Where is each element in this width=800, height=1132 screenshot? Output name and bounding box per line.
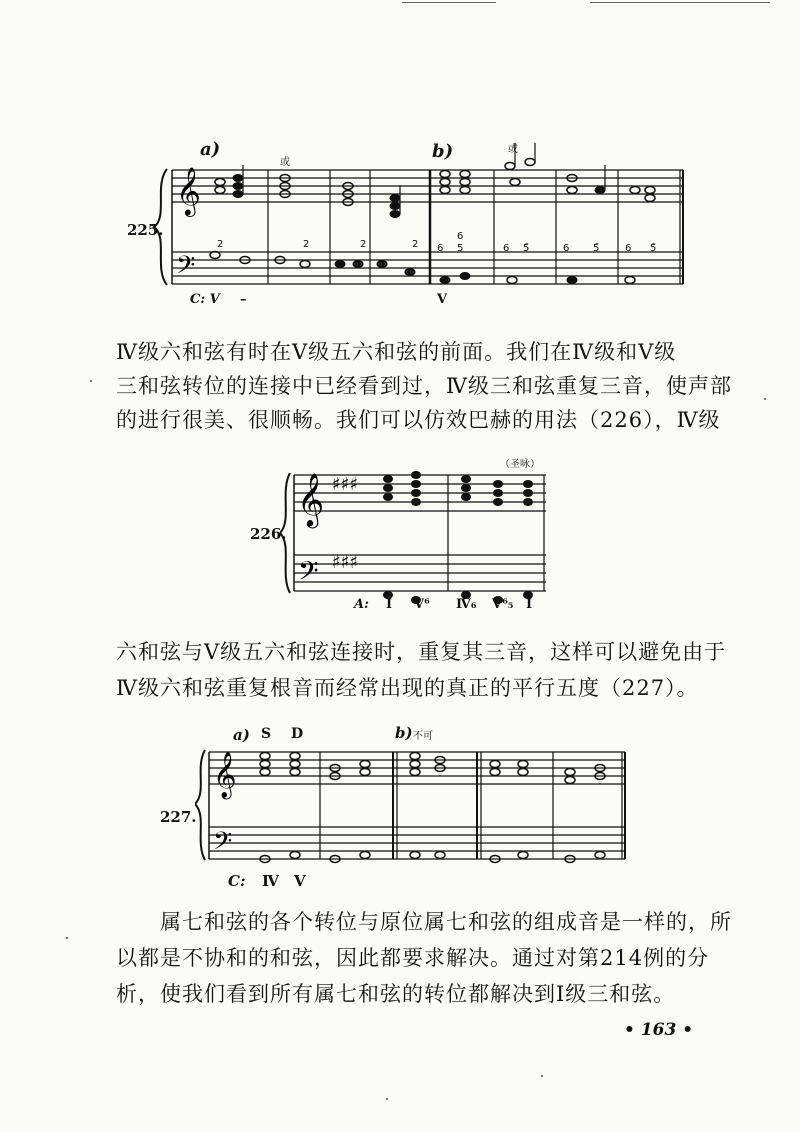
ex227-label-s: S [261,726,272,742]
scan-speck [764,398,766,400]
ex225-or-1: 或 [280,157,290,168]
ex225-figure: 2 [360,239,367,250]
ex227-number: 227. [160,808,197,826]
svg-text:𝄞: 𝄞 [176,166,201,215]
top-rule-right [590,2,770,3]
ex227-roman-iv: Ⅳ [262,872,280,890]
paragraph-1-line-3: 的进行很美、很顺畅。我们可以仿效巴赫的用法（226），Ⅳ级 [116,408,721,432]
ex227-key: C: [228,872,246,890]
svg-text:♯♯♯: ♯♯♯ [332,474,359,495]
top-rule-left [402,2,496,3]
svg-text:♯♯♯: ♯♯♯ [332,552,359,573]
paragraph-2-line-1: 六和弦与Ⅴ级五六和弦连接时，重复其三音，这样可以避免由于 [116,640,727,664]
scan-speck [541,1075,543,1077]
ex225-key: C: V [190,292,220,307]
paragraph-3-line-3: 析，使我们看到所有属七和弦的转位都解决到Ⅰ级三和弦。 [116,982,676,1006]
ex225-figure: 6 [625,243,632,254]
ex226-roman: V⁶ [414,597,430,612]
svg-text:𝄞: 𝄞 [297,472,325,526]
ex225-figure: 5̄ [650,243,657,254]
ex225-figure: 2 [303,239,310,250]
ex227-label-d: D [291,726,304,742]
ex225-figure: 6 [563,243,570,254]
ex227-roman-v: V [294,872,306,890]
ex225-number: 225. [127,221,164,239]
ex226-roman: V⁶₅ [492,597,514,612]
page-number: • 163 • [624,1020,694,1040]
example-227 [195,722,635,872]
ex226-roman: I [386,597,393,612]
paragraph-3-line-1: 属七和弦的各个转位与原位属七和弦的组成音是一样的，所 [160,910,732,934]
paragraph-1-line-1: Ⅳ级六和弦有时在Ⅴ级五六和弦的前面。我们在Ⅳ级和Ⅴ级 [116,340,677,364]
example-226 [280,455,560,615]
ex226-number: 226. [250,525,287,543]
example-227-score [195,722,635,872]
scan-speck [90,380,92,382]
ex226-roman: Ⅳ₆ [456,597,477,612]
ex225-figure: 6 [437,243,444,254]
ex225-figure: 6 [457,231,464,242]
example-225-score [120,135,700,315]
ex226-annotation: （圣咏） [500,459,540,470]
scan-speck [66,937,68,939]
ex225-figure: 6 [503,243,510,254]
ex227-label-b: b) [395,724,413,742]
scan-speck [386,1098,388,1100]
paragraph-1-line-2: 三和弦转位的连接中已经看到过，Ⅳ级三和弦重复三音，使声部 [116,374,732,398]
ex225-figure: 5̄ [593,243,600,254]
example-226-score [280,455,560,615]
ex226-key: A: [354,597,369,612]
ex225-figure: 5̄ [523,243,530,254]
svg-text:𝄞: 𝄞 [213,752,237,798]
ex225-figure: 2 [217,239,224,250]
ex226-roman: I [526,597,533,612]
svg-text:𝄢: 𝄢 [213,827,233,862]
ex227-not-allowed: 不可 [413,731,433,742]
svg-text:𝄢: 𝄢 [298,555,319,593]
ex225-or-2: 或 [508,144,518,155]
ex225-figure: 2 [412,239,419,250]
example-225 [120,135,700,315]
ex225-label-a: a) [200,139,221,160]
svg-text:𝄢: 𝄢 [176,251,196,286]
ex225-figure: 5 [457,243,464,254]
ex227-label-a: a) [233,726,250,744]
ex225-v: V [437,292,448,307]
ex225-dash: – [240,292,247,307]
paragraph-3-line-2: 以都是不协和的和弦，因此都要求解决。通过对第214例的分 [116,946,710,970]
paragraph-2-line-2: Ⅳ级六和弦重复根音而经常出现的真正的平行五度（227）。 [116,676,699,700]
ex225-label-b: b) [432,141,454,162]
